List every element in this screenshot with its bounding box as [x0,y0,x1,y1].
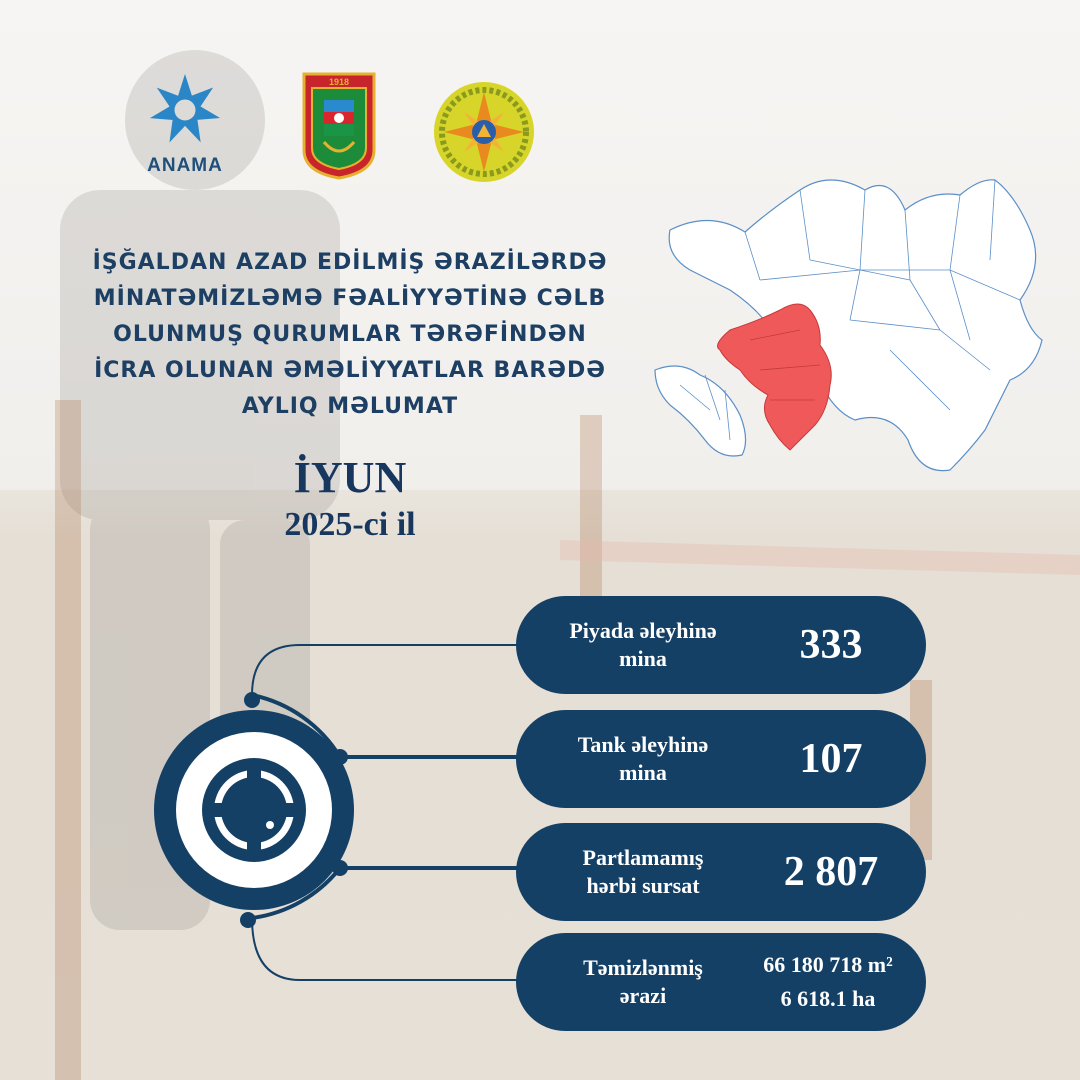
stat-value [738,933,918,1031]
map-icon [655,180,1042,471]
title-line-3: OLUNMUŞ QURUMLAR TƏRƏFİNDƏN [113,322,587,347]
stat-unexploded-ordnance [516,823,926,921]
stat-label-line1: Partlamamış [582,845,704,870]
anama-wordmark: ANAMA [147,155,223,176]
defense-ministry-emblem-icon [302,72,376,180]
stat-value: 2 807 [783,849,879,895]
stat-label-line1: Təmizlənmiş [583,955,703,980]
title-line-4: İCRA OLUNAN ƏMƏLİYYATLAR BARƏDƏ [94,358,606,383]
logos-row [130,70,550,190]
stat-antipersonnel-mines [516,596,926,694]
stat-value: 333 [799,622,863,668]
page-title [40,245,660,425]
cleared-area-hectares: 6 618.1 ha [780,986,876,1011]
stat-antitank-mines [516,710,926,808]
azerbaijan-map [650,170,1050,490]
anama-logo [130,70,240,185]
stat-label-line1: Piyada əleyhinə [569,618,717,643]
cleared-area-square-meters: 66 180 718 m² [763,952,893,977]
stat-label-line1: Tank əleyhinə [577,732,709,757]
defense-ministry-logo [302,72,376,180]
report-month: İYUN [293,453,407,502]
title-line-2: MİNATƏMİZLƏMƏ FƏALİYYƏTİNƏ CƏLB [93,286,607,311]
report-year: 2025-ci il [284,506,416,543]
stat-label-line2: ərazi [619,983,667,1008]
title-line-5: AYLIQ MƏLUMAT [241,394,459,419]
stat-label [538,710,748,808]
stat-label [538,823,748,921]
stat-label-line2: mina [619,646,667,671]
stat-label-line2: hərbi sursat [586,873,700,898]
stat-cleared-area [516,933,926,1031]
anama-star-icon [130,70,240,150]
stat-label [538,596,748,694]
title-line-1: İŞĞALDAN AZAD EDİLMİŞ ƏRAZİLƏRDƏ [92,250,608,275]
emergency-ministry-emblem-icon [430,78,538,186]
emergency-ministry-logo [430,78,538,186]
stat-label [538,933,748,1031]
stat-value: 107 [799,736,863,782]
stat-label-line2: mina [619,760,667,785]
defense-ministry-year: 1918 [328,77,350,87]
